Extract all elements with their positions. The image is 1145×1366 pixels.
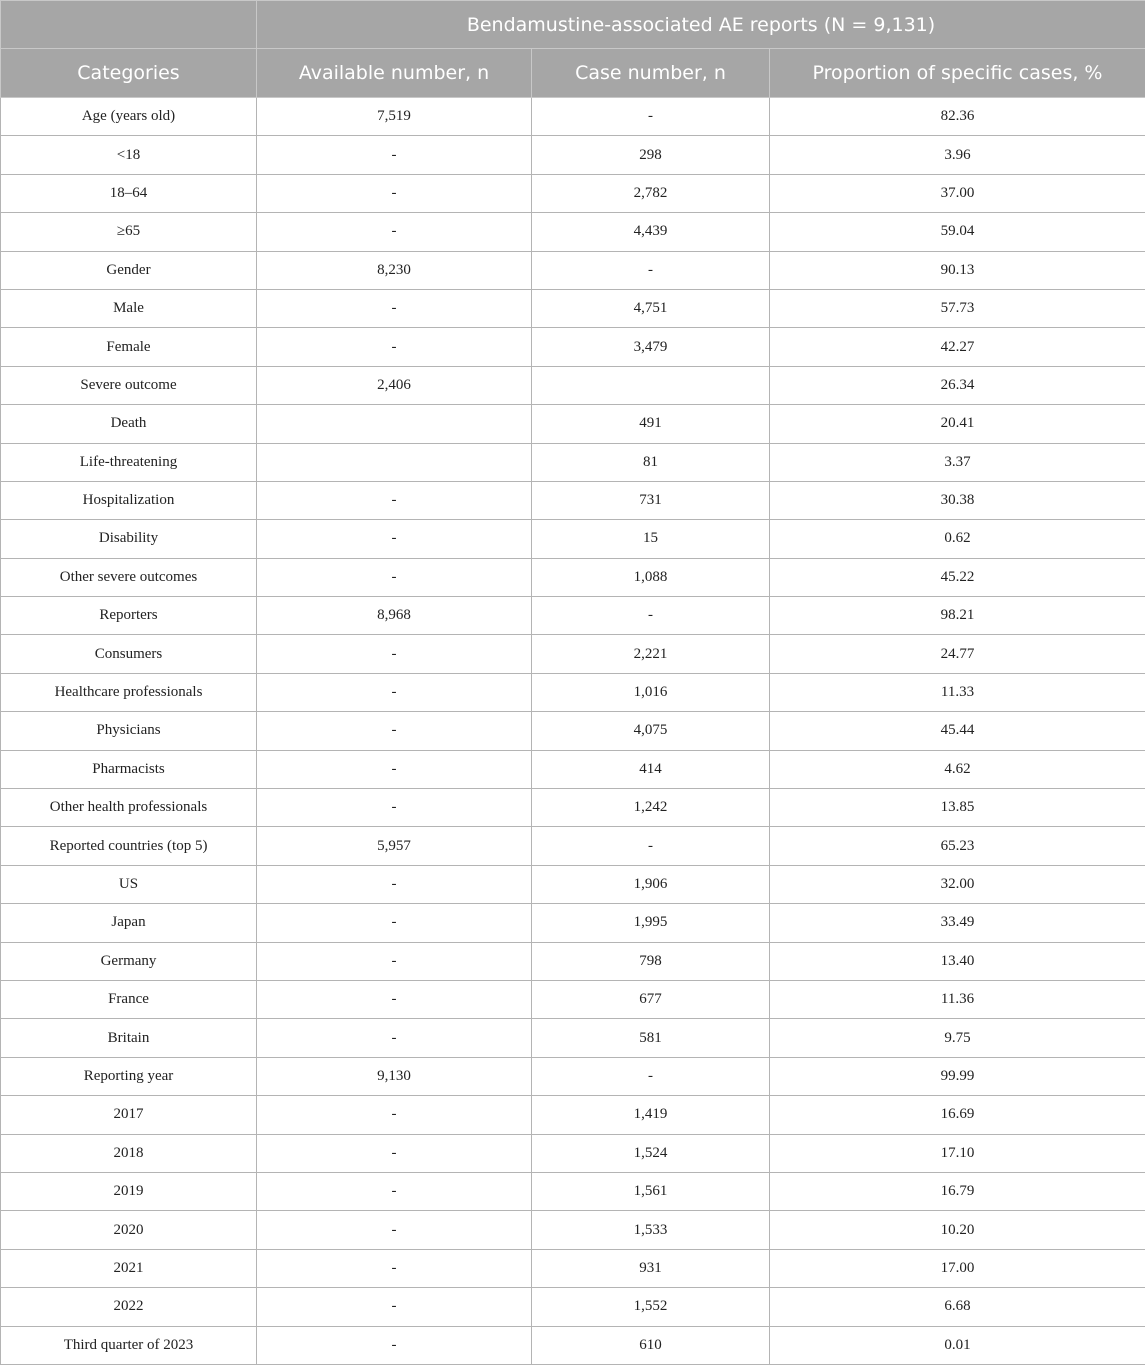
table-row bbox=[1, 328, 1145, 366]
cell-proportion: 32.00 bbox=[770, 865, 1145, 903]
cell-category: Reporting year bbox=[1, 1057, 257, 1095]
cell-category: Death bbox=[1, 405, 257, 443]
cell-available-number: - bbox=[257, 712, 532, 750]
cell-case-number: 1,533 bbox=[532, 1211, 770, 1249]
table-row bbox=[1, 1096, 1145, 1134]
cell-available-number: - bbox=[257, 1019, 532, 1057]
cell-available-number: 7,519 bbox=[257, 98, 532, 136]
cell-case-number: 1,242 bbox=[532, 789, 770, 827]
table-row bbox=[1, 827, 1145, 865]
header-proportion: Proportion of specific cases, % bbox=[770, 49, 1145, 98]
cell-available-number: - bbox=[257, 865, 532, 903]
cell-case-number: 1,552 bbox=[532, 1288, 770, 1326]
cell-category: US bbox=[1, 865, 257, 903]
cell-proportion: 24.77 bbox=[770, 635, 1145, 673]
cell-category: 2017 bbox=[1, 1096, 257, 1134]
cell-proportion: 45.44 bbox=[770, 712, 1145, 750]
cell-proportion: 37.00 bbox=[770, 174, 1145, 212]
cell-available-number: - bbox=[257, 1172, 532, 1210]
cell-category: 2018 bbox=[1, 1134, 257, 1172]
table-row bbox=[1, 1057, 1145, 1095]
table-row bbox=[1, 980, 1145, 1018]
cell-available-number bbox=[257, 405, 532, 443]
cell-proportion: 98.21 bbox=[770, 597, 1145, 635]
table-row bbox=[1, 481, 1145, 519]
cell-proportion: 4.62 bbox=[770, 750, 1145, 788]
cell-proportion: 99.99 bbox=[770, 1057, 1145, 1095]
cell-proportion: 45.22 bbox=[770, 558, 1145, 596]
cell-category: Male bbox=[1, 289, 257, 327]
cell-available-number: 2,406 bbox=[257, 366, 532, 404]
cell-case-number: - bbox=[532, 597, 770, 635]
cell-category: Healthcare professionals bbox=[1, 673, 257, 711]
cell-case-number bbox=[532, 366, 770, 404]
cell-category: 2020 bbox=[1, 1211, 257, 1249]
table-row bbox=[1, 942, 1145, 980]
cell-proportion: 26.34 bbox=[770, 366, 1145, 404]
cell-available-number: - bbox=[257, 558, 532, 596]
cell-available-number: 8,968 bbox=[257, 597, 532, 635]
table-row bbox=[1, 98, 1145, 136]
cell-case-number: 2,221 bbox=[532, 635, 770, 673]
cell-case-number: - bbox=[532, 827, 770, 865]
cell-category: 18–64 bbox=[1, 174, 257, 212]
cell-proportion: 57.73 bbox=[770, 289, 1145, 327]
table-row bbox=[1, 635, 1145, 673]
table-row bbox=[1, 789, 1145, 827]
cell-case-number: 15 bbox=[532, 520, 770, 558]
cell-category: ≥65 bbox=[1, 213, 257, 251]
cell-proportion: 13.85 bbox=[770, 789, 1145, 827]
table-row bbox=[1, 1019, 1145, 1057]
cell-category: Third quarter of 2023 bbox=[1, 1326, 257, 1364]
table-row bbox=[1, 904, 1145, 942]
cell-case-number: 2,782 bbox=[532, 174, 770, 212]
cell-category: Other severe outcomes bbox=[1, 558, 257, 596]
cell-category: Reporters bbox=[1, 597, 257, 635]
cell-available-number: - bbox=[257, 1249, 532, 1287]
cell-available-number: - bbox=[257, 635, 532, 673]
cell-available-number: - bbox=[257, 1288, 532, 1326]
cell-available-number: - bbox=[257, 1096, 532, 1134]
cell-available-number: - bbox=[257, 174, 532, 212]
table-row bbox=[1, 405, 1145, 443]
cell-proportion: 3.96 bbox=[770, 136, 1145, 174]
cell-case-number: 298 bbox=[532, 136, 770, 174]
cell-category: Reported countries (top 5) bbox=[1, 827, 257, 865]
cell-category: France bbox=[1, 980, 257, 1018]
cell-available-number: - bbox=[257, 904, 532, 942]
cell-case-number: 731 bbox=[532, 481, 770, 519]
header-blank-cell bbox=[1, 1, 257, 49]
cell-case-number: 798 bbox=[532, 942, 770, 980]
cell-proportion: 9.75 bbox=[770, 1019, 1145, 1057]
table-row bbox=[1, 597, 1145, 635]
cell-category: Hospitalization bbox=[1, 481, 257, 519]
table-row bbox=[1, 1249, 1145, 1287]
table-row bbox=[1, 251, 1145, 289]
cell-proportion: 30.38 bbox=[770, 481, 1145, 519]
cell-available-number: - bbox=[257, 213, 532, 251]
table-row bbox=[1, 1288, 1145, 1326]
cell-proportion: 42.27 bbox=[770, 328, 1145, 366]
cell-case-number: 414 bbox=[532, 750, 770, 788]
cell-case-number: 1,016 bbox=[532, 673, 770, 711]
cell-case-number: 610 bbox=[532, 1326, 770, 1364]
cell-case-number: 4,439 bbox=[532, 213, 770, 251]
table-row bbox=[1, 750, 1145, 788]
cell-category: Consumers bbox=[1, 635, 257, 673]
cell-category: Physicians bbox=[1, 712, 257, 750]
cell-case-number: 491 bbox=[532, 405, 770, 443]
table-row bbox=[1, 712, 1145, 750]
table-row bbox=[1, 1211, 1145, 1249]
cell-proportion: 0.01 bbox=[770, 1326, 1145, 1364]
cell-case-number: 1,995 bbox=[532, 904, 770, 942]
cell-category: Life-threatening bbox=[1, 443, 257, 481]
cell-proportion: 10.20 bbox=[770, 1211, 1145, 1249]
cell-case-number: 3,479 bbox=[532, 328, 770, 366]
cell-proportion: 16.69 bbox=[770, 1096, 1145, 1134]
table-row bbox=[1, 673, 1145, 711]
cell-category: Other health professionals bbox=[1, 789, 257, 827]
cell-category: Age (years old) bbox=[1, 98, 257, 136]
cell-case-number: - bbox=[532, 251, 770, 289]
cell-available-number: 8,230 bbox=[257, 251, 532, 289]
cell-category: Gender bbox=[1, 251, 257, 289]
cell-proportion: 13.40 bbox=[770, 942, 1145, 980]
table-row bbox=[1, 366, 1145, 404]
cell-available-number: - bbox=[257, 942, 532, 980]
cell-case-number: 581 bbox=[532, 1019, 770, 1057]
cell-available-number: - bbox=[257, 481, 532, 519]
cell-proportion: 6.68 bbox=[770, 1288, 1145, 1326]
cell-available-number: 5,957 bbox=[257, 827, 532, 865]
cell-available-number: - bbox=[257, 328, 532, 366]
table-row bbox=[1, 1326, 1145, 1364]
cell-category: Japan bbox=[1, 904, 257, 942]
cell-available-number: - bbox=[257, 520, 532, 558]
header-group-title: Bendamustine-associated AE reports (N = 9,131) bbox=[257, 1, 1145, 49]
cell-category: Germany bbox=[1, 942, 257, 980]
cell-category: Female bbox=[1, 328, 257, 366]
cell-available-number: - bbox=[257, 789, 532, 827]
cell-proportion: 0.62 bbox=[770, 520, 1145, 558]
cell-available-number: - bbox=[257, 980, 532, 1018]
header-available-number: Available number, n bbox=[257, 49, 532, 98]
header-case-number: Case number, n bbox=[532, 49, 770, 98]
cell-category: 2021 bbox=[1, 1249, 257, 1287]
cell-category: 2022 bbox=[1, 1288, 257, 1326]
table-row bbox=[1, 558, 1145, 596]
cell-proportion: 3.37 bbox=[770, 443, 1145, 481]
cell-proportion: 17.10 bbox=[770, 1134, 1145, 1172]
cell-category: Britain bbox=[1, 1019, 257, 1057]
cell-available-number: - bbox=[257, 1134, 532, 1172]
table-row bbox=[1, 213, 1145, 251]
table-row bbox=[1, 174, 1145, 212]
table-row bbox=[1, 136, 1145, 174]
cell-category: Disability bbox=[1, 520, 257, 558]
cell-category: 2019 bbox=[1, 1172, 257, 1210]
cell-case-number: 931 bbox=[532, 1249, 770, 1287]
cell-case-number: 81 bbox=[532, 443, 770, 481]
cell-available-number: - bbox=[257, 1326, 532, 1364]
table-row bbox=[1, 289, 1145, 327]
cell-proportion: 33.49 bbox=[770, 904, 1145, 942]
cell-case-number: 1,524 bbox=[532, 1134, 770, 1172]
cell-proportion: 59.04 bbox=[770, 213, 1145, 251]
cell-case-number: - bbox=[532, 1057, 770, 1095]
cell-case-number: 1,561 bbox=[532, 1172, 770, 1210]
cell-case-number: 4,751 bbox=[532, 289, 770, 327]
table-row bbox=[1, 865, 1145, 903]
cell-category: Pharmacists bbox=[1, 750, 257, 788]
cell-proportion: 82.36 bbox=[770, 98, 1145, 136]
cell-proportion: 11.36 bbox=[770, 980, 1145, 1018]
cell-case-number: - bbox=[532, 98, 770, 136]
cell-case-number: 4,075 bbox=[532, 712, 770, 750]
cell-case-number: 677 bbox=[532, 980, 770, 1018]
cell-available-number: 9,130 bbox=[257, 1057, 532, 1095]
cell-proportion: 20.41 bbox=[770, 405, 1145, 443]
cell-available-number: - bbox=[257, 136, 532, 174]
cell-case-number: 1,419 bbox=[532, 1096, 770, 1134]
cell-available-number: - bbox=[257, 750, 532, 788]
table-row bbox=[1, 443, 1145, 481]
cell-available-number bbox=[257, 443, 532, 481]
cell-available-number: - bbox=[257, 1211, 532, 1249]
cell-proportion: 16.79 bbox=[770, 1172, 1145, 1210]
cell-proportion: 90.13 bbox=[770, 251, 1145, 289]
cell-proportion: 65.23 bbox=[770, 827, 1145, 865]
cell-proportion: 17.00 bbox=[770, 1249, 1145, 1287]
table-row bbox=[1, 520, 1145, 558]
cell-available-number: - bbox=[257, 673, 532, 711]
table-body bbox=[1, 98, 1145, 1365]
cell-case-number: 1,906 bbox=[532, 865, 770, 903]
header-categories: Categories bbox=[1, 49, 257, 98]
table-row bbox=[1, 1172, 1145, 1210]
table-header bbox=[1, 1, 1145, 98]
cell-case-number: 1,088 bbox=[532, 558, 770, 596]
cell-category: <18 bbox=[1, 136, 257, 174]
table-row bbox=[1, 1134, 1145, 1172]
cell-category: Severe outcome bbox=[1, 366, 257, 404]
cell-proportion: 11.33 bbox=[770, 673, 1145, 711]
cell-available-number: - bbox=[257, 289, 532, 327]
